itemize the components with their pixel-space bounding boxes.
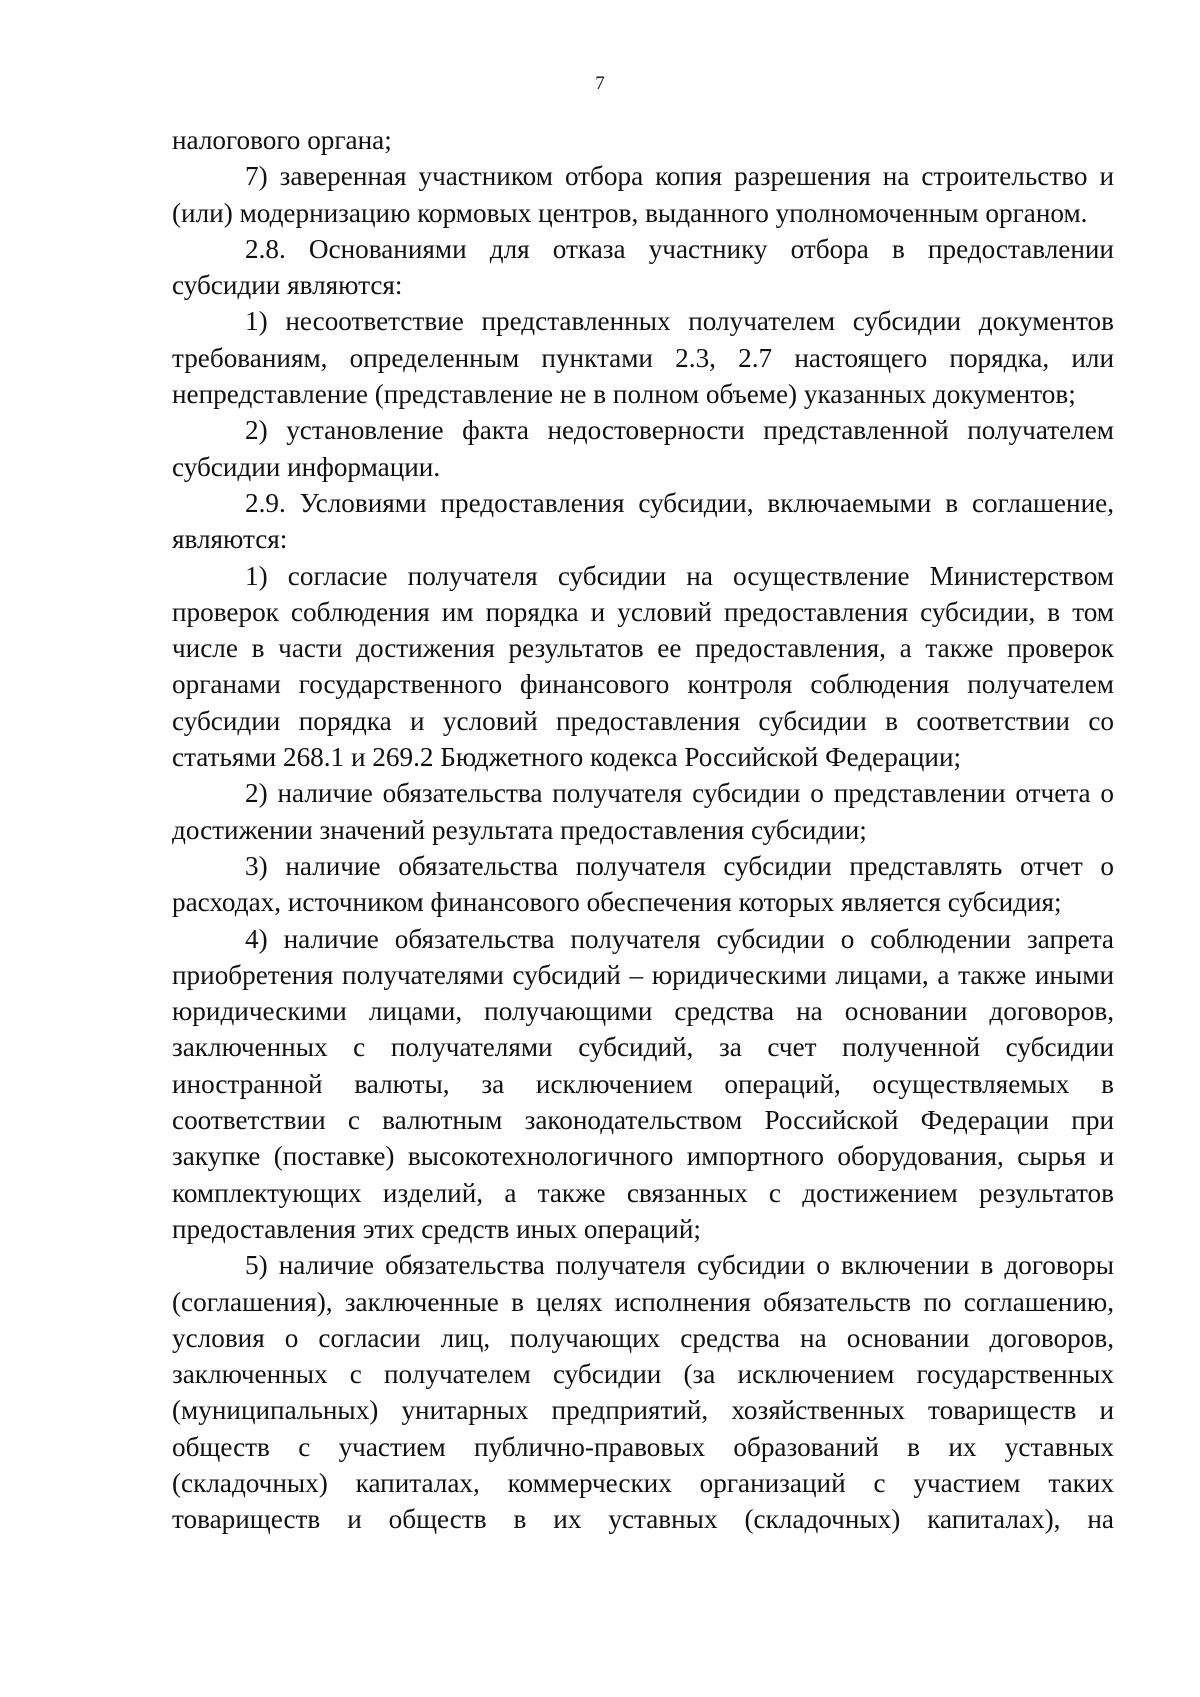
paragraph-2-9-item-5: 5) наличие обязательства получателя субсидии о включении в договоры (соглашения), заключенные в целях исполнения обязательств по соглашению, условия о согласии лиц, получающих средства на основании договоров, заключенных с получателем субсидии (за исключением государственных (муниципальных) унитарных предприятий, хозяйственных товариществ и обществ с участием публично-правовых образований в их уставных (складочных) капиталах, коммерческих организаций с участием таких товариществ и обществ в их уставных (складочных) капиталах), на <box>172 1250 1114 1535</box>
paragraph-2-8-item-1: 1) несоответствие представленных получателем субсидии документов требованиям, определенным пунктами 2.3, 2.7 настоящего порядка, или непредставление (представление не в полном объеме) указанных документов; <box>172 306 1114 410</box>
paragraph-2-9: 2.9. Условиями предоставления субсидии, включаемыми в соглашение, являются: <box>172 487 1114 555</box>
paragraph-2-9-item-3: 3) наличие обязательства получателя субсидии представлять отчет о расходах, источником финансового обеспечения которых является субсидия; <box>172 850 1114 918</box>
paragraph-2-9-item-2: 2) наличие обязательства получателя субсидии о представлении отчета о достижении значений результата предоставления субсидии; <box>172 778 1114 845</box>
paragraph-2-8-item-2: 2) установление факта недостоверности представленной получателем субсидии информации. <box>172 415 1114 482</box>
page-number: 7 <box>595 73 605 94</box>
paragraph-continuation: налогового органа; <box>172 125 392 155</box>
document-body <box>172 122 1114 1538</box>
paragraph-item-7: 7) заверенная участником отбора копия разрешения на строительство и (или) модернизацию кормовых центров, выданного уполномоченным органом. <box>172 161 1114 228</box>
paragraph-2-9-item-4: 4) наличие обязательства получателя субсидии о соблюдении запрета приобретения получателями субсидий – юридическими лицами, а также иными юридическими лицами, получающими средства на основании договоров, заключенных с получателями субсидий, за счет полученной субсидии иностранной валюты, за исключением операций, осуществляемых в соответствии с валютным законодательством Российской Федерации при закупке (поставке) высокотехнологичного импортного оборудования, сырья и комплектующих изделий, а также связанных с достижением результатов предоставления этих средств иных операций; <box>172 923 1114 1244</box>
paragraph-2-9-item-1: 1) согласие получателя субсидии на осуществление Министерством проверок соблюдения им порядка и условий предоставления субсидии, в том числе в части достижения результатов ее предоставления, а также проверок органами государственного финансового контроля соблюдения получателем субсидии порядка и условий предоставления субсидии в соответствии со статьями 268.1 и 269.2 Бюджетного кодекса Российской Федерации; <box>172 560 1114 773</box>
paragraph-2-8: 2.8. Основаниями для отказа участнику отбора в предоставлении субсидии являются: <box>172 233 1114 301</box>
